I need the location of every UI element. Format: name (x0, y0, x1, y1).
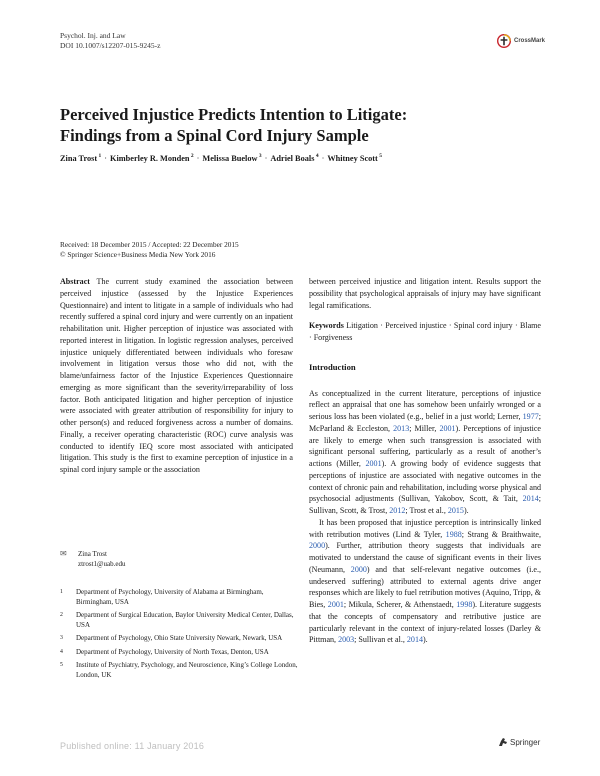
author-list (60, 153, 580, 163)
body-text: ) and that self-relevant negative outcomes (i.e., undeserved suffering) attributed to external agents drive anger responses which are likely to fuel retribution motives (Aquino, Tripp, & Bies, (309, 564, 541, 609)
citation-link[interactable]: 2014 (406, 635, 423, 645)
author-affiliation-marker: 4 (314, 153, 319, 159)
title-line-2: Findings from a Spinal Cord Injury Sample (60, 126, 369, 145)
body-text: ; Miller, (409, 423, 440, 433)
body-text: As conceptualized in the current literature, perceptions of injustice reflect an appraisal that one has somehow been unfairly wronged or a serious loss has been violated (e.g., belief in a just world; Lerner, (309, 388, 541, 421)
body-text: ; Trost et al., (405, 506, 448, 515)
body-text: It has been proposed that injustice perception is intrinsically linked with retribution motives (Lind & Tyler, (309, 517, 541, 539)
journal-doi[interactable]: DOI 10.1007/s12207-015-9245-z (60, 41, 161, 50)
springer-label: Springer (510, 737, 541, 747)
crossmark-badge[interactable] (497, 34, 545, 48)
paper-title (60, 104, 540, 146)
affiliation-item (60, 634, 300, 644)
corr-author-name: Zina Trost (78, 550, 107, 558)
springer-logo (498, 737, 540, 747)
citation-link[interactable]: 2013 (393, 423, 410, 433)
author-separator: · (321, 153, 325, 163)
author-name[interactable]: Adriel Boals $^4$ (270, 153, 319, 163)
received-accepted: Received: 18 December 2015 / Accepted: 22 December 2015 (60, 240, 239, 249)
affiliation-list (60, 588, 300, 684)
corr-email[interactable]: ztrost1@uab.edu (78, 559, 126, 568)
publication-dates (60, 240, 239, 260)
affiliation-item (60, 611, 300, 630)
body-text: ; Mikula, Scherer, & Athenstaedt, (343, 600, 457, 609)
citation-link[interactable]: 2003 (338, 635, 355, 645)
citation-link[interactable]: 2001 (327, 600, 344, 609)
section-heading-introduction: Introduction (309, 361, 356, 372)
body-text: ). A growing body of evidence suggests that perceptions of injustice are associated with negative outcomes in the context of chronic pain and rehabilitation, including worse physical and psychosocial adjustments (Sullivan, Yakobov, Scott, & Tait, (309, 459, 541, 504)
affiliation-text: Department of Psychology, University of Alabama at Birmingham, Birmingham, USA (76, 588, 264, 606)
citation-link[interactable]: 2001 (365, 459, 382, 468)
body-text: ). Literature suggests that the concepts of compensatory and retributive justice are particularly relevant in the context of injury-related losses (Darley & Pittman, (309, 600, 541, 645)
citation-link[interactable]: 2015 (447, 506, 464, 515)
citation-link[interactable]: 2014 (522, 494, 539, 504)
crossmark-label: CrossMark (514, 38, 546, 44)
body-text: ; Sullivan, Scott, & Trost, (309, 494, 541, 515)
journal-name: Psychol. Inj. and Law (60, 31, 126, 40)
body-text: ). (423, 635, 428, 645)
affiliation-text: Department of Surgical Education, Baylor University Medical Center, Dallas, USA (76, 611, 294, 629)
abstract-text: The current study examined the association between perceived injustice (assessed by the Injustice Experiences Questionnaire) and intent to litigate in a sample of individuals who had recently suffered a spinal cord injury and were currently on an inpatient rehabilitation unit. Higher perception of injustice was associated with reported interest in litigation. In logistic regression analyses, perceived injustice uniquely differentiated between individuals who foresaw involvement in litigation versus those who did not, with the blame/unfairness factor of the Injustice Experiences Questionnaire emerging as more significant than the severity/irreparability of loss factor. Both anticipated litigation and higher perception of injustice were associated with greater attribution of responsibility for injury to other person(s) and reduced forgiveness across a number of domains. Finally, a receiver operating characteristic (ROC) curve analysis was conducted to identify IEQ score most associated with anticipated litigation. This study is the first to examine perception of injustice in a spinal cord injury sample or the association (60, 277, 293, 474)
author-affiliation-marker: 5 (377, 153, 382, 159)
affiliation-number: 1 (60, 589, 63, 595)
published-online: Published online: 11 January 2016 (60, 741, 205, 751)
citation-link[interactable]: 2001 (439, 423, 456, 433)
crossmark-icon (497, 34, 511, 48)
citation-link[interactable]: 2000 (309, 541, 326, 551)
affiliation-item (60, 661, 300, 680)
body-text: ). (463, 506, 469, 515)
copyright-line: © Springer Science+Business Media New York 2016 (60, 250, 216, 259)
affiliation-number: 2 (60, 612, 63, 618)
intro-paragraph-1 (309, 388, 541, 517)
affiliation-number: 5 (60, 662, 63, 668)
affiliation-text: Department of Psychology, University of North Texas, Denton, USA (76, 647, 269, 656)
citation-link[interactable]: 2012 (389, 506, 406, 515)
affiliation-item (60, 648, 300, 658)
citation-link[interactable]: 1988 (445, 529, 462, 539)
author-name[interactable]: Zina Trost $^1$ (60, 153, 102, 163)
body-text: ). Further, attribution theory suggests that individuals are motivated to understand the cause of significant events in their lives (Neumann, (309, 541, 541, 574)
envelope-icon: ✉ (60, 549, 67, 558)
body-text: ). Perceptions of injustice are likely to emerge when such transgression is associated with significant personal suffering, particularly as a result of another’s actions (Miller, (309, 423, 541, 468)
affiliation-text: Institute of Psychiatry, Psychology, and Neuroscience, King’s College London, London, UK (76, 661, 298, 679)
abstract-continuation: between perceived injustice and litigation intent. Results support the possibility that psychological appraisals of injury may have significant legal ramifications. (309, 277, 541, 310)
introduction-body (309, 388, 541, 647)
affiliation-text: Department of Psychology, Ohio State University Newark, Newark, USA (76, 634, 283, 642)
author-affiliation-marker: 3 (257, 153, 262, 159)
citation-link[interactable]: 1998 (456, 600, 473, 609)
correspondence-block (60, 549, 125, 569)
title-line-1: Perceived Injustice Predicts Intention to Litigate: (60, 105, 408, 124)
affiliation-number: 3 (60, 635, 63, 641)
right-column (309, 276, 541, 646)
body-text: ; Strang & Braithwaite, (461, 529, 542, 539)
abstract (60, 276, 293, 476)
author-separator: · (196, 153, 200, 163)
affiliation-number: 4 (60, 648, 63, 655)
intro-paragraph-2 (309, 517, 541, 646)
author-affiliation-marker: 2 (189, 153, 194, 159)
author-affiliation-marker: 1 (97, 153, 102, 159)
body-text: ; Sullivan et al., (354, 635, 407, 645)
affiliation-item (60, 588, 300, 607)
springer-horse-icon (498, 737, 508, 747)
keywords-text: Litigation · Perceived injustice · Spinal cord injury · Blame · Forgiveness (309, 321, 541, 342)
body-text: ; McParland & Eccleston, (309, 412, 541, 433)
journal-header (60, 31, 160, 51)
author-separator: · (264, 153, 268, 163)
citation-link[interactable]: 1977 (522, 412, 539, 421)
abstract-column (60, 276, 293, 476)
abstract-label: Abstract (60, 277, 90, 286)
author-name[interactable]: Whitney Scott $^5$ (327, 153, 382, 163)
keywords (309, 320, 541, 344)
author-separator: · (104, 153, 108, 163)
keywords-label: Keywords (309, 321, 344, 331)
author-name[interactable]: Melissa Buelow $^3$ (202, 153, 262, 163)
author-name[interactable]: Kimberley R. Monden $^2$ (110, 153, 194, 163)
citation-link[interactable]: 2000 (350, 564, 367, 574)
